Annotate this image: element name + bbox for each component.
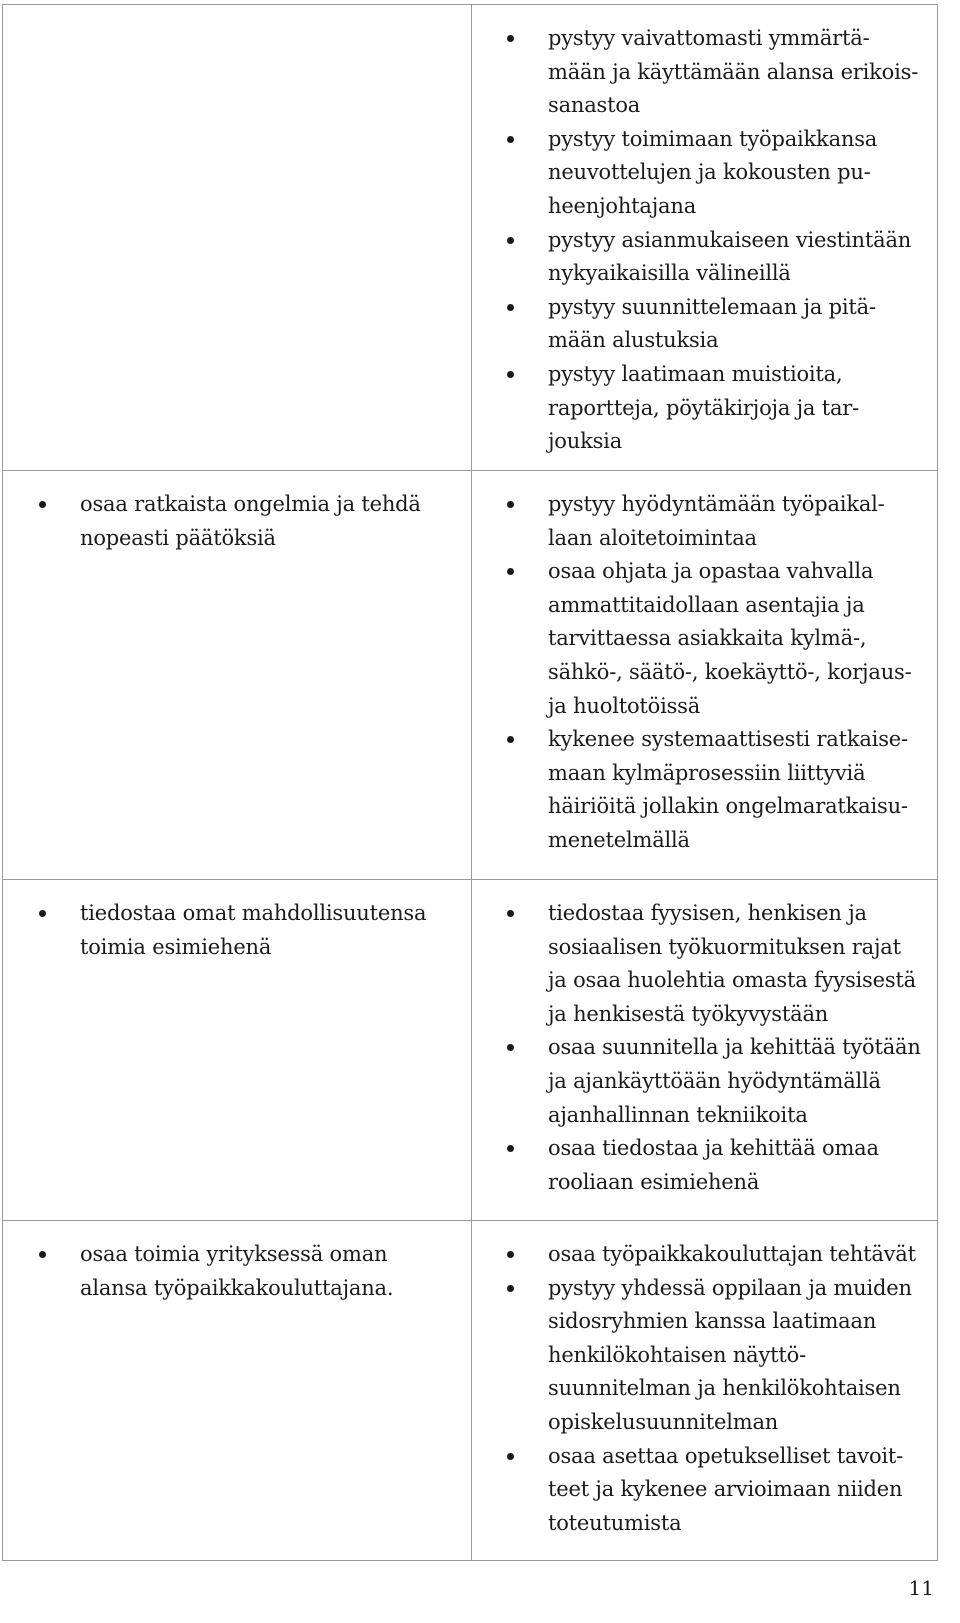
list-item: osaa asettaa opetukselliset tavoit- teet ja kykenee arvioimaan niiden toteutumista (505, 1440, 929, 1541)
bullet-list (37, 488, 461, 555)
bullet-list (37, 897, 461, 964)
right-cell (472, 471, 938, 880)
list-item: pystyy vaivattomasti ymmärtä- mään ja käyttämään alansa erikois- sanastoa (505, 22, 929, 123)
table-row (3, 471, 938, 880)
list-item: pystyy suunnittelemaan ja pitä- mään alustuksia (505, 291, 929, 358)
left-cell (3, 5, 472, 471)
list-item: tiedostaa fyysisen, henkisen ja sosiaalisen työkuormituksen rajat ja osaa huolehtia omasta fyysisestä ja henkisestä työkyvystään (505, 897, 929, 1031)
list-item: osaa ohjata ja opastaa vahvalla ammattitaidollaan asentajia ja tarvittaessa asiakkaita kylmä-, sähkö-, säätö-, koekäyttö-, korjaus- ja huoltotöissä (505, 555, 929, 723)
bullet-list (505, 1238, 929, 1540)
bullet-list (37, 1238, 461, 1305)
list-item: osaa tiedostaa ja kehittää omaa rooliaan esimiehenä (505, 1132, 929, 1199)
table-row (3, 5, 938, 471)
list-item: osaa suunnitella ja kehittää työtään ja ajankäyttöään hyödyntämällä ajanhallinnan tekniikoita (505, 1031, 929, 1132)
competency-table (2, 4, 938, 1561)
list-item: tiedostaa omat mahdollisuutensa toimia esimiehenä (37, 897, 461, 964)
list-item: osaa ratkaista ongelmia ja tehdä nopeasti päätöksiä (37, 488, 461, 555)
left-cell (3, 880, 472, 1221)
bullet-list (505, 897, 929, 1199)
list-item: kykenee systemaattisesti ratkaise- maan kylmäprosessiin liittyviä häiriöitä jollakin ongelmaratkaisu- menetelmällä (505, 723, 929, 857)
list-item: pystyy asianmukaiseen viestintään nykyaikaisilla välineillä (505, 224, 929, 291)
left-cell (3, 471, 472, 880)
table-row (3, 1221, 938, 1561)
list-item: pystyy yhdessä oppilaan ja muiden sidosryhmien kanssa laatimaan henkilökohtaisen näyttö- suunnitelman ja henkilökohtaisen opiskelusuunnitelman (505, 1272, 929, 1440)
right-cell (472, 5, 938, 471)
right-cell (472, 1221, 938, 1561)
left-cell (3, 1221, 472, 1561)
right-cell (472, 880, 938, 1221)
table-row (3, 880, 938, 1221)
list-item: osaa työpaikkakouluttajan tehtävät (505, 1238, 929, 1272)
bullet-list (505, 22, 929, 459)
list-item: pystyy toimimaan työpaikkansa neuvottelujen ja kokousten pu- heenjohtajana (505, 123, 929, 224)
list-item: pystyy laatimaan muistioita, raportteja, pöytäkirjoja ja tar- jouksia (505, 358, 929, 459)
list-item: osaa toimia yrityksessä oman alansa työpaikkakouluttajana. (37, 1238, 461, 1305)
page-number: 11 (908, 1576, 934, 1600)
bullet-list (505, 488, 929, 858)
list-item: pystyy hyödyntämään työpaikal- laan aloitetoimintaa (505, 488, 929, 555)
